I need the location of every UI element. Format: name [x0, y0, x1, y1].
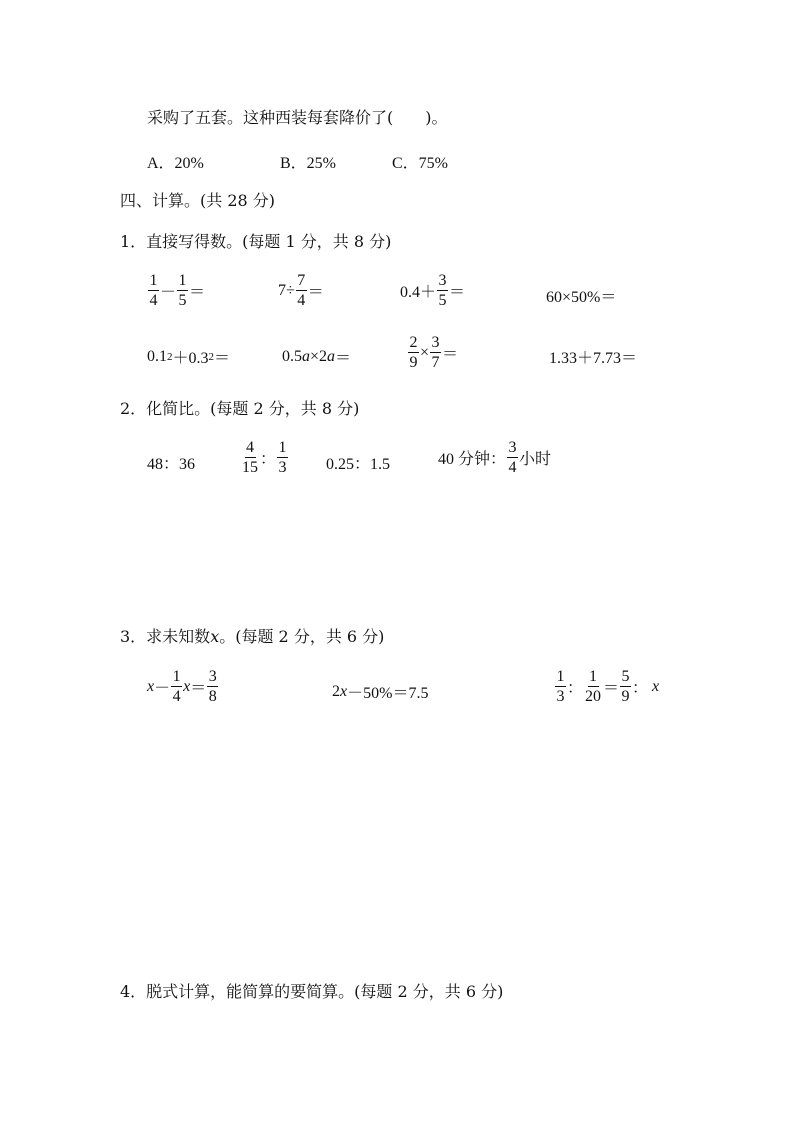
fraction: $\frac{2}{9}$: [409, 334, 418, 371]
q2-expr-2: $\frac{4}{15}$ ： $\frac{1}{3}$: [242, 439, 287, 476]
q1-expr-7: $\frac{2}{9}$ × $\frac{3}{7}$ ＝: [409, 334, 459, 371]
fraction: $\frac{1}{3}$: [278, 439, 287, 476]
fraction: $\frac{1}{20}$: [585, 668, 602, 705]
q1-expr-1: $\frac{1}{4}$ － $\frac{1}{5}$ ＝: [149, 272, 206, 309]
fraction: $\frac{3}{4}$: [508, 439, 517, 476]
q3-expr-1: x － $\frac{1}{4}$ x ＝ $\frac{3}{8}$: [147, 668, 217, 705]
q1-expr-3: 0.4＋ $\frac{3}{5}$ ＝: [400, 272, 466, 309]
q2-expr-1: 48：36: [147, 456, 196, 473]
q1-expr-5: 0.1 2 ＋0.3 2 ＝: [147, 347, 231, 367]
q3-expr-3: $\frac{1}{3}$ ： $\frac{1}{20}$ ＝ $\frac{5}{9}$ ： x: [556, 668, 660, 705]
q1-expr-4: 60×50%＝: [546, 289, 617, 306]
choice-b: B．25%: [280, 155, 337, 172]
q1-expr-8: 1.33＋7.73＝: [549, 350, 638, 367]
fraction: $\frac{5}{9}$: [621, 668, 630, 705]
q3-expr-2: 2 x －50%＝7.5: [332, 682, 429, 702]
fraction: $\frac{1}{4}$: [172, 668, 181, 705]
q4-title: 4．脱式计算，能简算的要简算。(每题 2 分，共 6 分): [120, 982, 504, 1001]
q1-expr-2: 7÷ $\frac{7}{4}$ ＝: [278, 272, 324, 309]
choice-a: A．20%: [147, 155, 204, 172]
intro-line: 采购了五套。这种西装每套降价了( )。: [147, 108, 448, 127]
q2-expr-3: 0.25：1.5: [326, 456, 391, 473]
fraction: $\frac{7}{4}$: [297, 272, 306, 309]
fraction: $\frac{4}{15}$: [242, 439, 258, 476]
fraction: $\frac{3}{5}$: [438, 272, 447, 309]
fraction: $\frac{3}{8}$: [208, 668, 217, 705]
q2-expr-4: 40 分钟： $\frac{3}{4}$ 小时: [438, 439, 552, 476]
q2-title: 2．化简比。(每题 2 分，共 8 分): [120, 399, 360, 418]
section-four-heading: 四、计算。(共 28 分): [120, 191, 276, 210]
fraction: $\frac{3}{7}$: [431, 334, 440, 371]
q1-title: 1．直接写得数。(每题 1 分，共 8 分): [120, 232, 392, 251]
fraction: $\frac{1}{3}$: [556, 668, 565, 705]
q3-title: 3．求未知数x。(每题 2 分，共 6 分): [120, 627, 385, 646]
fraction: $\frac{1}{4}$: [149, 272, 158, 309]
q1-expr-6: 0.5 a ×2 a ＝: [282, 347, 352, 367]
fraction: $\frac{1}{5}$: [178, 272, 187, 309]
choice-c: C．75%: [392, 155, 449, 172]
